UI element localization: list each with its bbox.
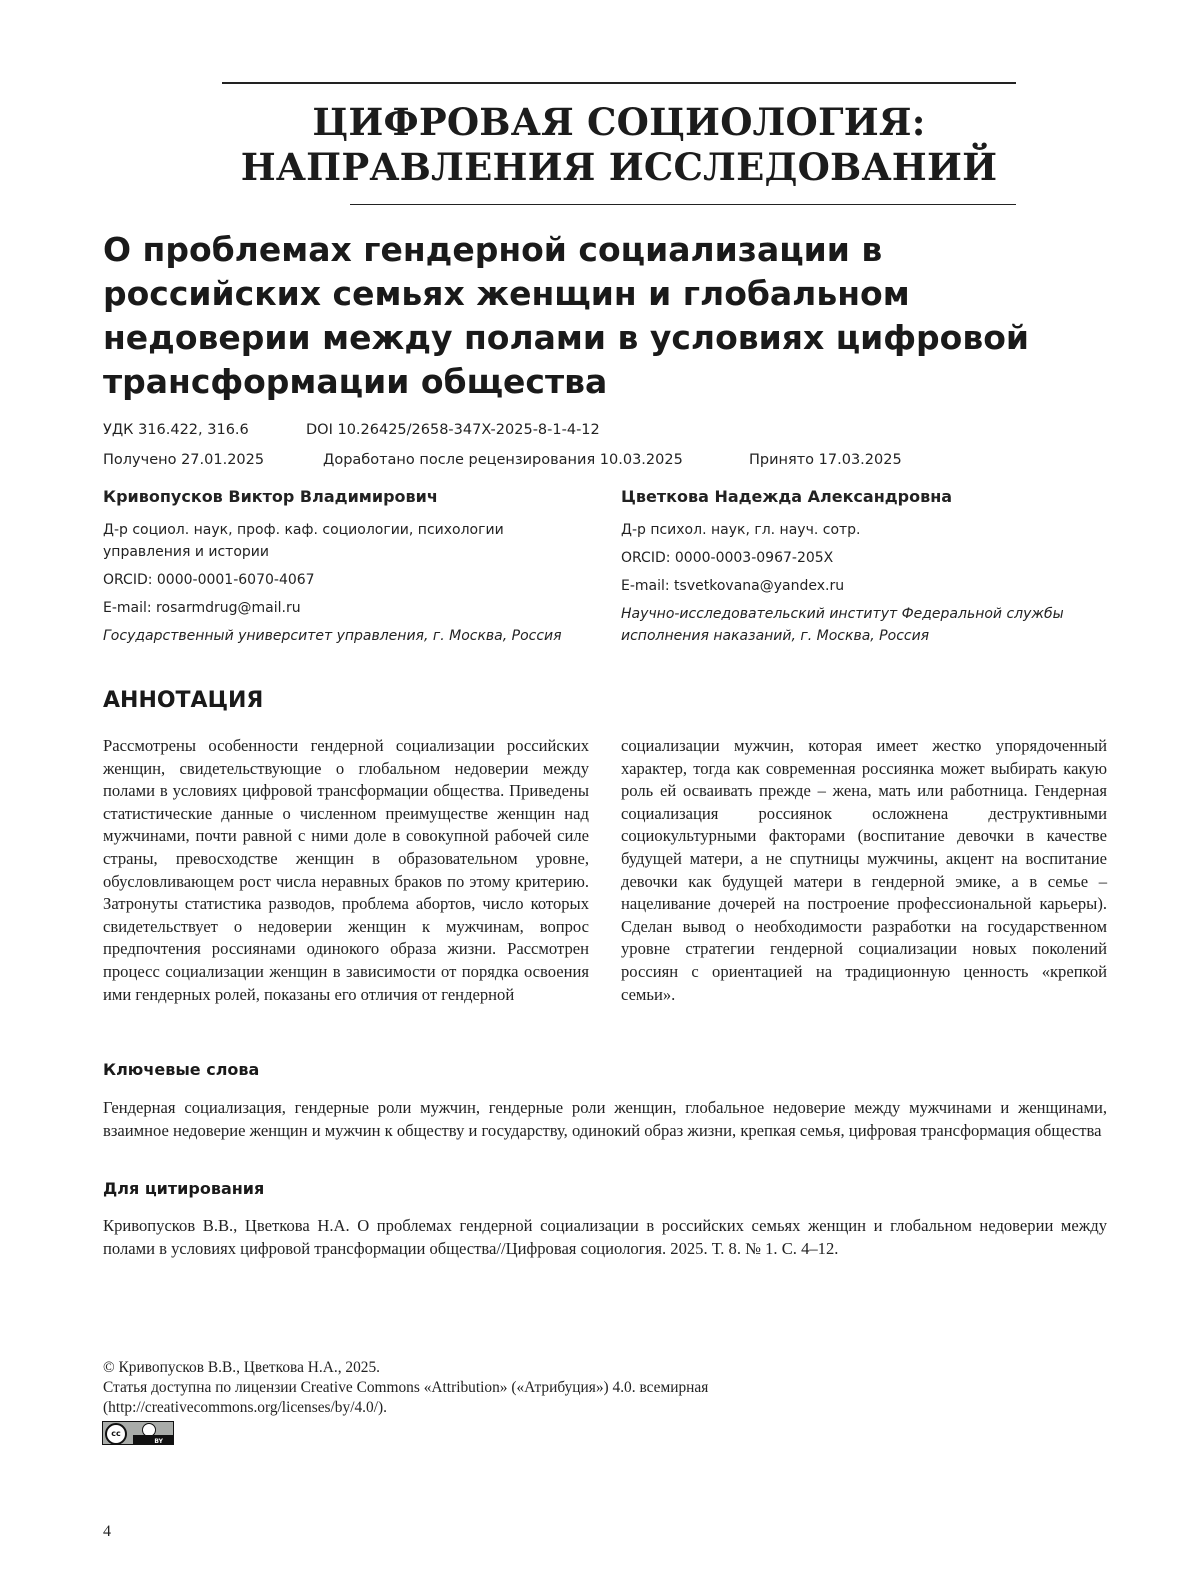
received-date: Получено 27.01.2025 — [103, 452, 265, 468]
citation-heading: Для цитирования — [103, 1179, 265, 1198]
udc-code: УДК 316.422, 316.6 — [103, 422, 249, 438]
keywords-heading: Ключевые слова — [103, 1060, 260, 1079]
cc-by-license-icon[interactable] — [102, 1421, 174, 1445]
doi: DOI 10.26425/2658-347X-2025-8-1-4-12 — [306, 422, 600, 438]
page-number: 4 — [103, 1523, 111, 1540]
abstract-left-column: Рассмотрены особенности гендерной социализации российских женщин, свидетельствующие о глобальном недоверии между полами в условиях цифровой трансформации общества. Приведены статистические данные о численном преимуществе женщин над мужчинами, почти равной с ними доле в совокупной рабочей силе страны, превосходстве женщин в образовательном уровне, обусловливающем рост числа неравных браков по этому критерию. Затронуты статистика разводов, проблема абортов, число которых свидетельствует о недоверии женщин к мужчинам, вопрос предпочтения россиянами одинокого образа жизни. Рассмотрен процесс социализации женщин в зависимости от порядка освоения ими гендерных ролей, показаны его отличия от гендерной — [103, 736, 589, 1004]
article-title: О проблемах гендерной социализации в российских семьях женщин и глобальном недоверии между полами в условиях цифровой трансформации общества — [103, 230, 1030, 401]
citation-text: Кривопусков В.В., Цветкова Н.А. О проблемах гендерной социализации в российских семьях женщин и глобальном недоверии между полами в условиях цифровой трансформации общества//Цифровая социология. 2025. Т. 8. № 1. С. 4–12. — [103, 1216, 1107, 1258]
abstract-heading: АННОТАЦИЯ — [103, 688, 264, 713]
accepted-date: Принято 17.03.2025 — [749, 452, 902, 468]
journal-section-heading — [222, 100, 1016, 190]
author-orcid: ORCID: 0000-0001-6070-4067 — [103, 572, 315, 588]
top-rule — [222, 82, 1016, 84]
author-position: Д-р социол. наук, проф. каф. социологии, психологии управления и истории — [103, 522, 504, 560]
abstract-right-column: социализации мужчин, которая имеет жестко упорядоченный характер, тогда как современная россиянка может выбирать какую роль ей осваивать прежде – жена, мать или работница. Гендерная социализация россиянок осложнена деструктивными социокультурными факторами (воспитание девочки в качестве будущей матери, а не спутницы мужчины, акцент на воспитание девочки как будущей матери в гендерной эмике, а в семье – нацеливание дочерей на построение профессиональной карьеры). Сделан вывод о необходимости разработки на государственном уровне стратегии гендерной социализации новых поколений россиян с ориентацией на традиционную ценность «крепкой семьи». — [621, 736, 1107, 1004]
keywords-text: Гендерная социализация, гендерные роли мужчин, гендерные роли женщин, глобальное недоверие между мужчинами и женщинами, взаимное недоверие женщин и мужчин к обществу и государству, одинокий образ жизни, крепкая семья, цифровая трансформация общества — [103, 1098, 1107, 1140]
author-affiliation: Государственный университет управления, г. Москва, Россия — [103, 628, 562, 644]
revised-date: Доработано после рецензирования 10.03.2025 — [323, 452, 683, 468]
cc-icon: cc — [105, 1423, 127, 1445]
author-orcid: ORCID: 0000-0003-0967-205X — [621, 550, 834, 566]
bottom-rule — [350, 204, 1016, 205]
journal-heading-line1: ЦИФРОВАЯ СОЦИОЛОГИЯ: — [312, 100, 926, 144]
author-email: E-mail: rosarmdrug@mail.ru — [103, 600, 301, 616]
author-name: Цветкова Надежда Александровна — [621, 487, 953, 506]
author-block-2 — [621, 487, 1101, 647]
author-position: Д-р психол. наук, гл. науч. сотр. — [621, 522, 861, 538]
license-link[interactable]: (http://creativecommons.org/licenses/by/4.0/). — [103, 1399, 387, 1416]
author-name: Кривопусков Виктор Владимирович — [103, 487, 438, 506]
footer-license — [103, 1358, 708, 1418]
license-line: Статья доступна по лицензии Creative Commons «Attribution» («Атрибуция») 4.0. всемирная — [103, 1379, 709, 1396]
author-email: E-mail: tsvetkovana@yandex.ru — [621, 578, 845, 594]
by-label: BY — [154, 1438, 163, 1445]
journal-heading-line2: НАПРАВЛЕНИЯ ИССЛЕДОВАНИЙ — [240, 145, 998, 189]
author-affiliation: Научно-исследовательский институт Федеральной службы исполнения наказаний, г. Москва, Россия — [621, 606, 1064, 644]
badge-bar — [133, 1435, 173, 1444]
author-block-1 — [103, 487, 583, 647]
copyright-line: © Кривопусков В.В., Цветкова Н.А., 2025. — [103, 1359, 381, 1376]
